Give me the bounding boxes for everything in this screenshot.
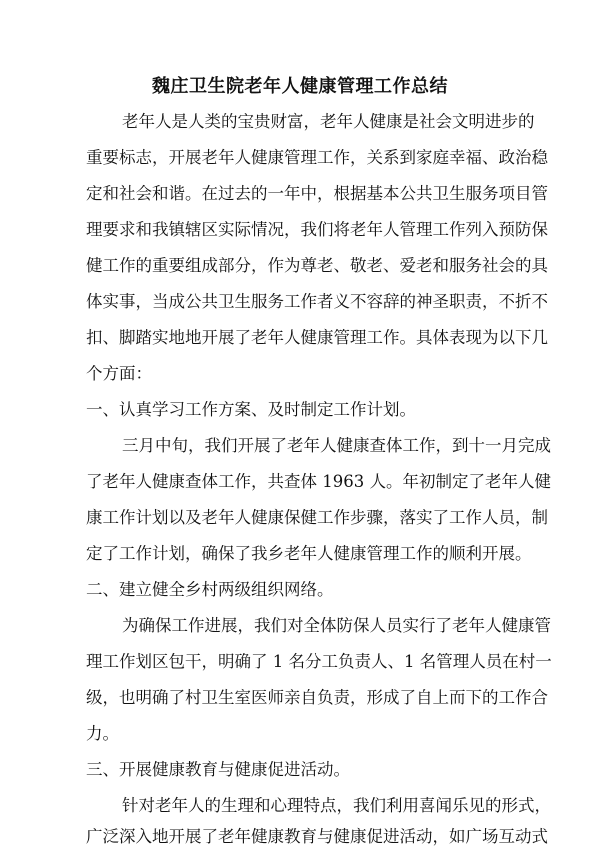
paragraph-line: 广泛深入地开展了老年健康教育与健康促进活动，如广场互动式 xyxy=(86,827,548,846)
document-title: 魏庄卫生院老年人健康管理工作总结 xyxy=(152,76,448,97)
paragraph-line: 定了工作计划，确保了我乡老年人健康管理工作的顺利开展。 xyxy=(86,544,532,563)
paragraph-line: 针对老年人的生理和心理特点，我们利用喜闻乐见的形式， xyxy=(122,796,551,815)
paragraph-line: 康工作计划以及老年人健康保健工作步骤，落实了工作人员，制 xyxy=(86,508,548,527)
paragraph-line: 了老年人健康查体工作，共查体 1963 人。年初制定了老年人健 xyxy=(86,472,551,491)
paragraph-line: 老年人是人类的宝贵财富，老年人健康是社会文明进步的 xyxy=(122,112,535,131)
paragraph-line: 个方面： xyxy=(86,364,152,383)
paragraph-line: 健工作的重要组成部分，作为尊老、敬老、爱老和服务社会的具 xyxy=(86,256,548,275)
paragraph-line: 定和社会和谐。在过去的一年中，根据基本公共卫生服务项目管 xyxy=(86,184,548,203)
paragraph-line: 理工作划区包干，明确了 1 名分工负责人、1 名管理人员在村一 xyxy=(86,652,552,671)
paragraph-line: 体实事，当成公共卫生服务工作者义不容辞的神圣职责，不折不 xyxy=(86,292,548,311)
section-heading: 三、开展健康教育与健康促进活动。 xyxy=(86,760,350,779)
paragraph-line: 扣、脚踏实地地开展了老年人健康管理工作。具体表现为以下几 xyxy=(86,328,548,347)
paragraph-line: 三月中旬，我们开展了老年人健康查体工作，到十一月完成 xyxy=(122,436,551,455)
section-heading: 一、认真学习工作方案、及时制定工作计划。 xyxy=(86,400,416,419)
paragraph-line: 重要标志，开展老年人健康管理工作，关系到家庭幸福、政治稳 xyxy=(86,148,548,167)
paragraph-line: 为确保工作进展，我们对全体防保人员实行了老年人健康管 xyxy=(122,616,551,635)
section-heading: 二、建立健全乡村两级组织网络。 xyxy=(86,580,334,599)
paragraph-line: 级，也明确了村卫生室医师亲自负责，形成了自上而下的工作合 xyxy=(86,688,548,707)
paragraph-line: 理要求和我镇辖区实际情况，我们将老年人管理工作列入预防保 xyxy=(86,220,548,239)
paragraph-line: 力。 xyxy=(86,724,119,743)
